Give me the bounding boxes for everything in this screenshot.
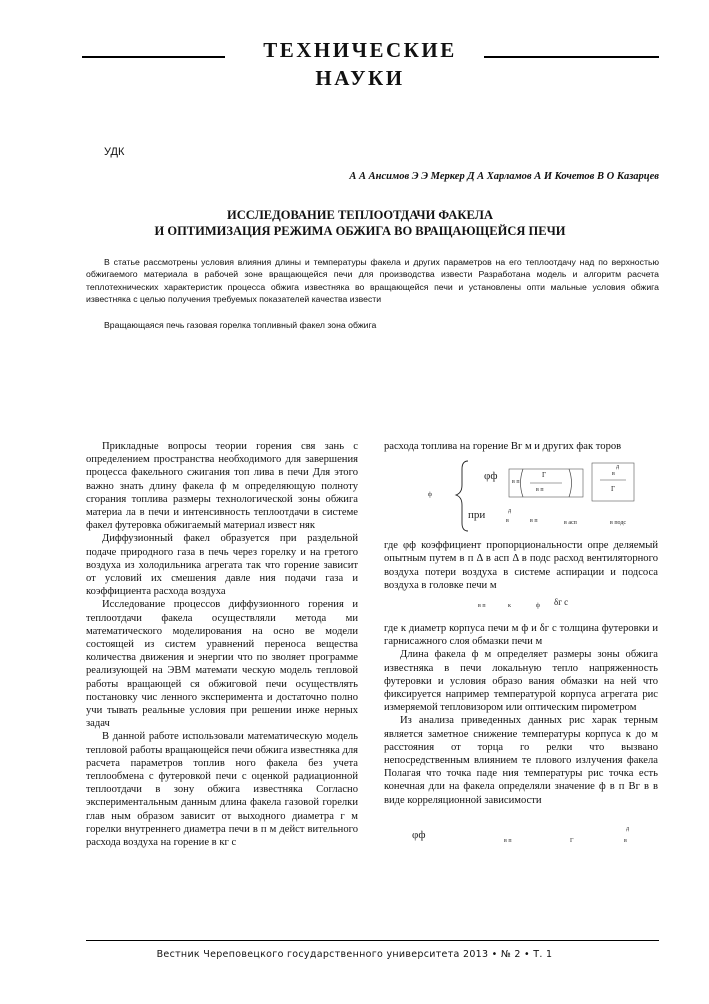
formula-g3: Г [570, 837, 574, 844]
formula-g: Г [542, 471, 547, 480]
formula-vp2: в п [536, 487, 544, 494]
formula-k: к [508, 603, 511, 610]
header-rule-left [82, 56, 225, 58]
formula-block-1 [384, 453, 658, 537]
formula-dgs: δг с [554, 597, 569, 608]
formula-phi: φф [484, 470, 498, 483]
formula-d: д [616, 464, 620, 471]
paragraph: Прикладные вопросы теории горения свя зань с определением пространства необходимого для завершения процесса факельного сжигания топ лива в печи Для этого важно знать длину факела ф м определяющую полноту сгорания топлива размеры технологической зоны обжига материа ла в печи и интенсивность теплоотдачи в системе факел футеровка обжигаемый материал извест няк [86, 441, 358, 532]
paragraph: Диффузионный факел образуется при раздельной подаче природного газа в печь через горелку и на гретого воздуха из холодильника агрегата так что горение зависит от условий их смешения давле ния подачи газа и коэффициента расхода воздуха [86, 533, 358, 598]
column-right [384, 440, 658, 849]
formula-vp5: в п [504, 837, 512, 844]
paragraph: Исследование процессов диффузионного горения и теплоотдачи факела осуществляли метода ми математического моделирования на осно ве модели состоящей из систем уравнений переноса вещества количества движения и энергии что по зволяет программе реализующей на ЭВМ математи ческую модель тепловой работы вращающей ся обжиговой печи осуществлять постановку чис ленного эксперимента и достаточно полно учи тывать реальные условия при решении инже нерных задач [86, 599, 358, 730]
article-title [50, 207, 670, 239]
paragraph: Из анализа приведенных данных рис харак терным является заметное снижение температуры корпуса к до м расстояния от торца го релки что вызвано непосредственным влиянием те плового излучения факела Полагая что точка паде ния температуры рис точка есть конечная дли на факела определяли значение ф в п Bг в в виде корреляционной зависимости [384, 715, 658, 806]
formula-v2: в [506, 518, 509, 525]
section-title-line1: ТЕХНИЧЕСКИЕ [263, 38, 457, 62]
column-left [86, 440, 358, 849]
formula-vpods: в подс [610, 520, 627, 527]
formula-vp: в п [512, 479, 520, 486]
abstract-text: В статье рассмотрены условия влияния длины и температуры факела и других параметров на его теплоотдачу над по верхностью обжигаемого материала в рабочей зоне вращающейся печи для производства извести Разработана модель и алгоритм расчета теплотехнических характеристик процесса обжига известняка во вращающейся печи и установлены опти мальные условия обжига известняка с целью получения требуемых показателей качества извести [86, 257, 659, 304]
formula-vasp: в асп [564, 520, 577, 527]
formula-pri: при [468, 509, 486, 522]
article-title-line1: ИССЛЕДОВАНИЕ ТЕПЛООТДАЧИ ФАКЕЛА [227, 208, 493, 222]
formula-vp3: в п [530, 518, 538, 525]
abstract [86, 256, 659, 305]
formula-d3: д [626, 825, 630, 832]
footer-rule [86, 940, 659, 941]
paragraph: Длина факела ф м определяет размеры зоны обжига известняка в печи локальную тепло напряженность футеровки и условия образо вания обмазки на ней что фиксируется например температурой корпуса агрегата рис измеряемой тепловизором или оптическим пирометром [384, 649, 658, 714]
formula-phi2: φф [412, 828, 426, 841]
article-title-line2: И ОПТИМИЗАЦИЯ РЕЖИМА ОБЖИГА ВО ВРАЩАЮЩЕЙСЯ ПЕЧИ [154, 224, 566, 238]
formula-f2: ф [536, 603, 540, 610]
section-title-line2: НАУКИ [315, 66, 405, 90]
paragraph: где к диаметр корпуса печи м ф и δг с толщина футеровки и гарнисажного слоя обмазки печи м [384, 623, 658, 648]
paragraph: В данной работе использовали математическую модель тепловой работы вращающейся печи обжига известняка для расчета параметров топлив ного факела без учета теплообмена с футеровкой печи с оценкой радиационной теплоотдачи в зону обжига известняка Согласно экспериментальным данным длина факела газовой горелки глав ным образом зависит от выходного диаметра г м горелки внутреннего диаметра печи в п м дейст вительного расхода воздуха на горение в кг с [86, 731, 358, 849]
paragraph: расхода топлива на горение Bг м и других фак торов [384, 441, 622, 452]
formula-block-3 [384, 807, 658, 849]
udk-label: УДК [104, 146, 125, 158]
formula-vp4: в п [478, 603, 486, 610]
authors: А А Ансимов Э Э Меркер Д А Харламов А И Кочетов В О Казарцев [349, 171, 659, 182]
header-rule-right [484, 56, 659, 58]
formula-d2: д [508, 508, 512, 515]
formula-block-2 [384, 592, 658, 622]
journal-footer: Вестник Череповецкого государственного университета 2013 • № 2 • Т. 1 [156, 949, 553, 960]
paragraph: где φф коэффициент пропорциональности опре деляемый опытным путем в п Δ в асп Δ в подс расход вентиляторного воздуха потери воздуха в системе аспирации и подсоса воздуха в головке печи м [384, 540, 658, 591]
keywords: Вращающаяся печь газовая горелка топливный факел зона обжига [104, 320, 377, 330]
journal-section-title [240, 36, 480, 92]
formula-v: в [612, 471, 615, 478]
formula-v3: в [624, 837, 627, 844]
formula-g2: Г [611, 485, 616, 494]
formula-f: ф [428, 492, 432, 499]
